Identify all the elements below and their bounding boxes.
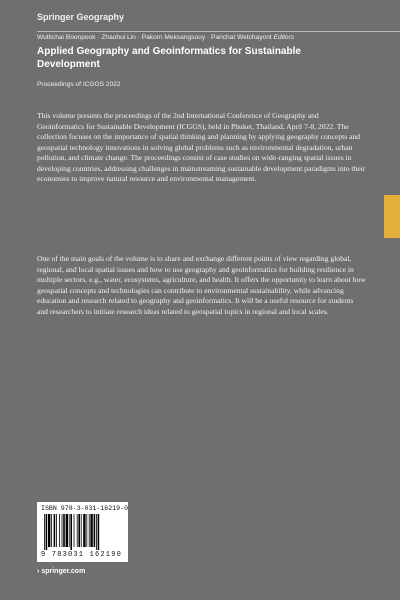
chevron-right-icon: › [37, 568, 40, 575]
header-divider [37, 31, 400, 32]
publisher-website[interactable] [37, 568, 85, 575]
book-title: Applied Geography and Geoinformatics for Sustainable Development [37, 46, 301, 70]
website-label: springer.com [41, 568, 86, 575]
barcode-icon [43, 514, 123, 550]
editors-role: Editors [273, 34, 295, 41]
accent-bar [384, 195, 400, 238]
editor-names: Wuttichai Boonpook · Zhaohui Lin · Pakorn Meksangsouy · Parichat Wetchayont [37, 34, 272, 41]
editors-line [37, 34, 294, 41]
description-paragraph-1: This volume presents the proceedings of the 2nd International Conference of Geography and Geoinformatics for Sustainable Development (ICGGS), held in Phuket, Thailand, April 7-8, 2022. The collection focuses on the importance of spatial thinking and planning by applying geography concepts and geospatial technology innovations in solving global problems such as environmental degradation, urban pollution, and climate change. The proceedings consist of case studies on wide-ranging spatial issues in developing countries, addressing challenges in mainstreaming sustainable development paradigms into their economies to improve natural resource and environmental management. [37, 111, 366, 183]
isbn-label: ISBN 978-3-031-16219-0 [41, 505, 129, 512]
series-name: Springer Geography [37, 12, 125, 22]
isbn-barcode [37, 502, 128, 562]
book-subtitle: Proceedings of ICGGS 2022 [37, 81, 121, 88]
barcode-digits: 9 783031 162190 [41, 551, 123, 559]
description-paragraph-2: One of the main goals of the volume is to share and exchange different points of view regarding global, regional, and local spatial issues and how to use geography and geoinformatics for building resilience in multiple sectors, e.g., water, ecosystems, agriculture, and health. It offers the opportunity to learn about how geospatial concepts and technologies can contribute to environmental sustainability, while advancing education and research related to geography and geoinformatics. It will be a useful resource for students and researchers to initiate research ideas related to geospatial topics in regional and local scales. [37, 254, 366, 316]
